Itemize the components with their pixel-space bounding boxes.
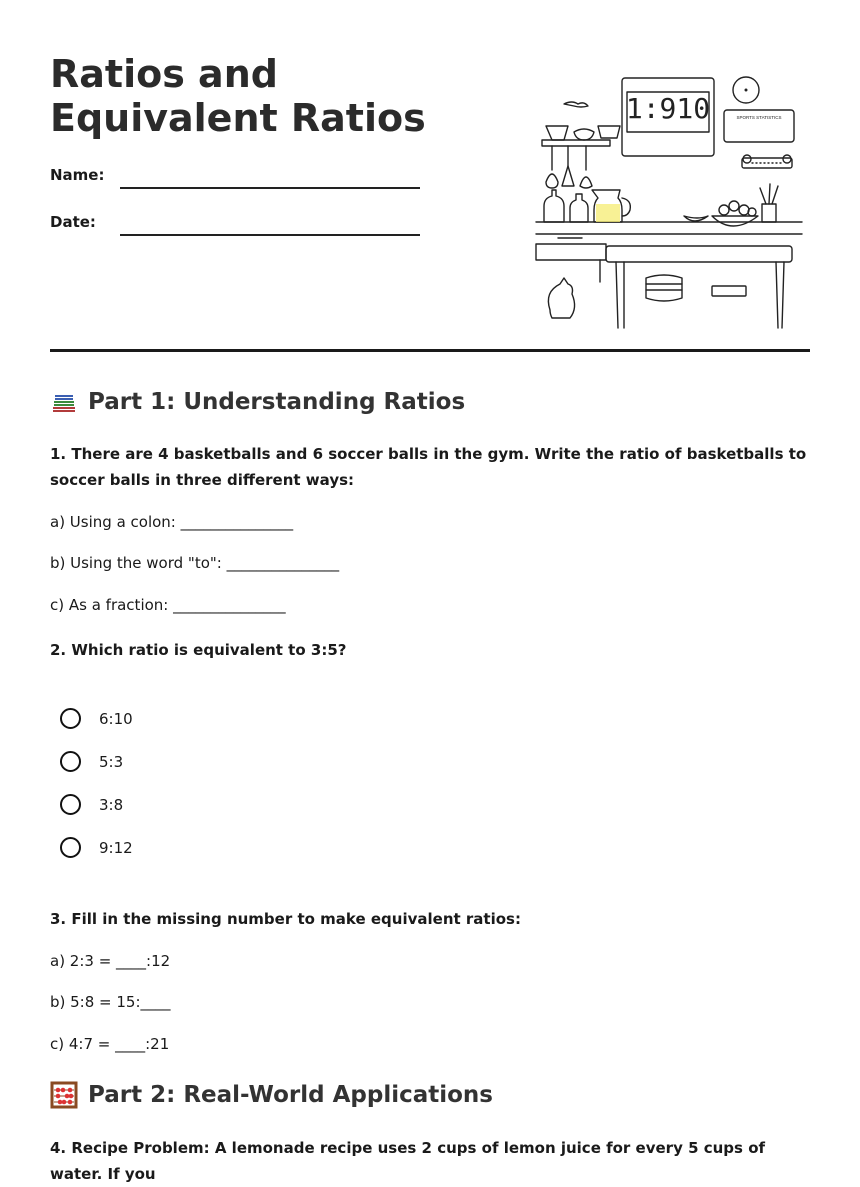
option-label: 5:3 bbox=[99, 752, 124, 771]
abacus-icon bbox=[50, 1081, 78, 1109]
option-4[interactable] bbox=[60, 837, 133, 858]
date-field[interactable] bbox=[120, 234, 420, 236]
question-1c[interactable]: c) As a fraction: _______________ bbox=[50, 596, 286, 614]
name-label: Name: bbox=[50, 166, 105, 184]
stats-sign-text: SPORTS STATISTICS bbox=[736, 115, 782, 120]
question-3-text: 3. Fill in the missing number to make equivalent ratios: bbox=[50, 910, 521, 928]
name-field[interactable] bbox=[120, 187, 420, 189]
question-4-text: 4. Recipe Problem: A lemonade recipe uses 2 cups of lemon juice for every 5 cups of water. If you bbox=[50, 1139, 766, 1183]
part2-heading: Part 2: Real-World Applications bbox=[50, 1081, 493, 1109]
question-1b[interactable]: b) Using the word "to": _______________ bbox=[50, 554, 340, 572]
option-1[interactable] bbox=[60, 708, 133, 729]
question-3c[interactable]: c) 4:7 = ____:21 bbox=[50, 1035, 170, 1053]
option-label: 6:10 bbox=[99, 709, 133, 728]
question-2-text: 2. Which ratio is equivalent to 3:5? bbox=[50, 641, 347, 659]
worksheet-title: Ratios and Equivalent Ratios bbox=[50, 52, 426, 140]
question-1-text: 1. There are 4 basketballs and 6 soccer balls in the gym. Write the ratio of basketballs to soccer balls in three different ways: bbox=[50, 445, 807, 489]
option-3[interactable] bbox=[60, 794, 123, 815]
radio-button[interactable] bbox=[60, 794, 81, 815]
header-divider bbox=[50, 349, 810, 352]
question-3b[interactable]: b) 5:8 = 15:____ bbox=[50, 993, 171, 1011]
scoreboard-text: 1:910 bbox=[625, 92, 711, 125]
option-label: 3:8 bbox=[99, 795, 124, 814]
date-label: Date: bbox=[50, 213, 96, 231]
part1-heading: Part 1: Understanding Ratios bbox=[50, 388, 465, 416]
radio-button[interactable] bbox=[60, 708, 81, 729]
option-2[interactable] bbox=[60, 751, 123, 772]
kitchen-illustration bbox=[530, 70, 810, 332]
option-label: 9:12 bbox=[99, 838, 133, 857]
radio-button[interactable] bbox=[60, 837, 81, 858]
question-1a[interactable]: a) Using a colon: _______________ bbox=[50, 513, 294, 531]
books-icon bbox=[50, 388, 78, 416]
question-3a[interactable]: a) 2:3 = ____:12 bbox=[50, 952, 171, 970]
radio-button[interactable] bbox=[60, 751, 81, 772]
